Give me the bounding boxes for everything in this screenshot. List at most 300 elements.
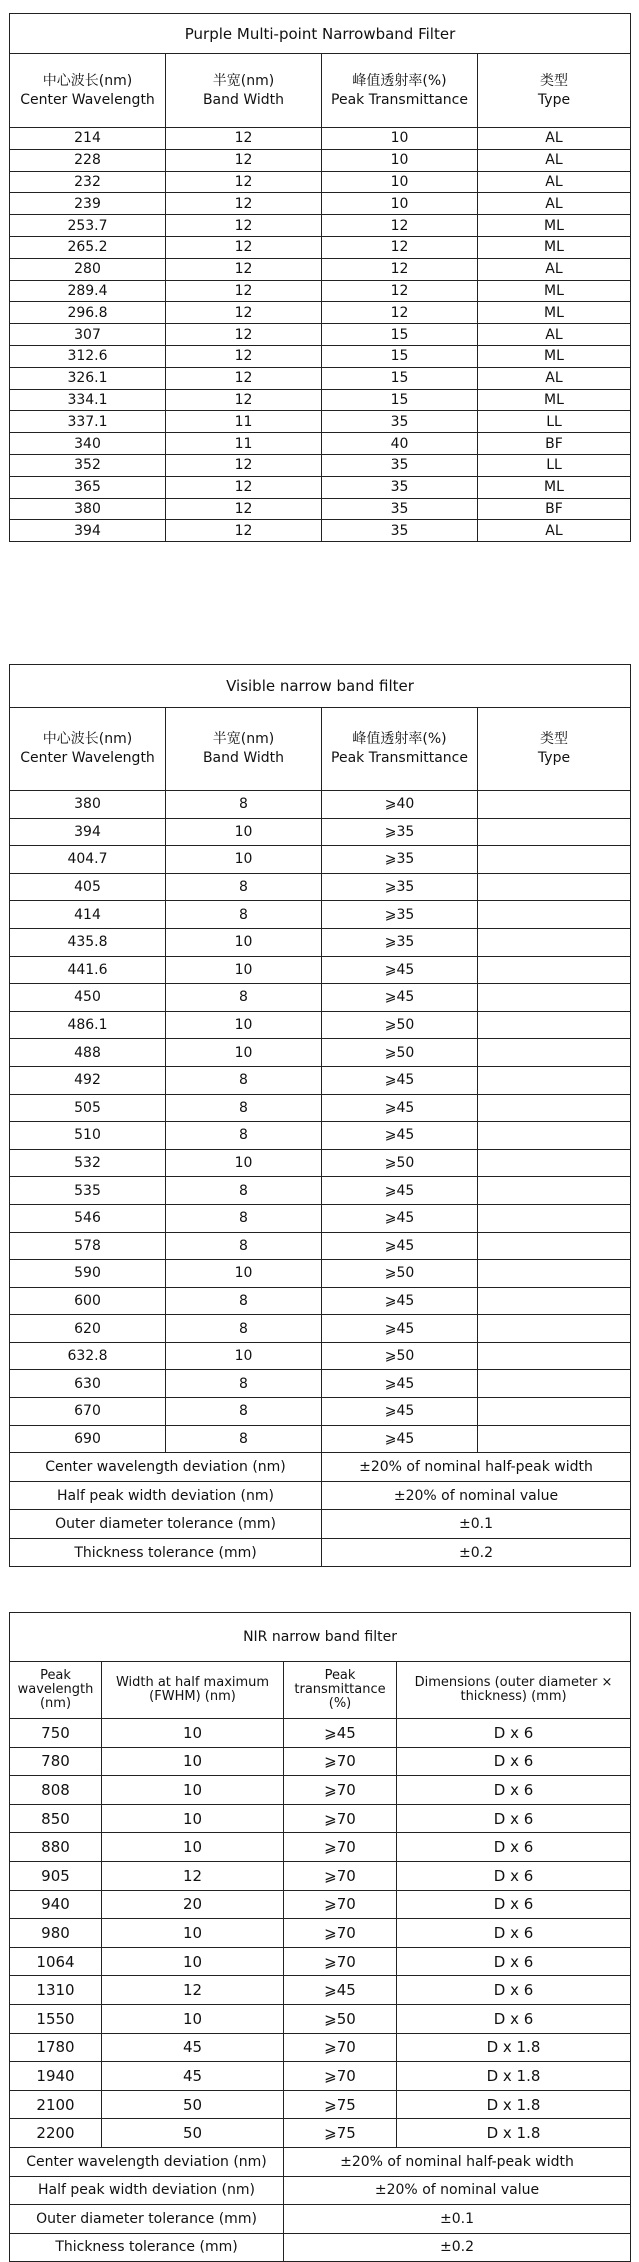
- table-cell: [478, 901, 631, 929]
- table-cell: 12: [322, 280, 478, 302]
- table-cell: 15: [322, 367, 478, 389]
- table-cell: [478, 1149, 631, 1177]
- table-cell: 488: [10, 1039, 166, 1067]
- table-cell: ⩾45: [322, 984, 478, 1012]
- table-cell: ⩾70: [284, 2062, 397, 2091]
- table-cell: AL: [478, 258, 631, 280]
- table-cell: AL: [478, 520, 631, 542]
- table-cell: ⩾70: [284, 1919, 397, 1948]
- table-cell: 296.8: [10, 302, 166, 324]
- tolerance-value: ±20% of nominal half-peak width: [284, 2147, 631, 2176]
- table-cell: [478, 1398, 631, 1426]
- tolerance-value: ±20% of nominal half-peak width: [322, 1453, 631, 1482]
- tolerance-label: Outer diameter tolerance (mm): [10, 1510, 322, 1539]
- tolerance-value: ±0.1: [284, 2205, 631, 2234]
- table-cell: ⩾35: [322, 901, 478, 929]
- table-cell: 1940: [10, 2062, 102, 2091]
- nir-filter-table: [9, 1612, 631, 2262]
- table-cell: ⩾35: [322, 846, 478, 874]
- table-row: [10, 171, 631, 193]
- table-cell: 1780: [10, 2033, 102, 2062]
- table-cell: D x 6: [397, 1719, 631, 1748]
- table-cell: 12: [166, 280, 322, 302]
- table-cell: ⩾75: [284, 2090, 397, 2119]
- table-row: [10, 302, 631, 324]
- table-cell: [478, 791, 631, 819]
- table-cell: AL: [478, 171, 631, 193]
- table-cell: ML: [478, 215, 631, 237]
- table-cell: 8: [166, 1425, 322, 1453]
- table-cell: [478, 1177, 631, 1205]
- table-row: [10, 1315, 631, 1343]
- table-cell: 578: [10, 1232, 166, 1260]
- header-band-width: 半宽(nm) Band Width: [166, 54, 322, 128]
- header-peak-transmittance: 峰值透射率(%) Peak Transmittance: [322, 54, 478, 128]
- table-cell: 8: [166, 1398, 322, 1426]
- table-row: [10, 1747, 631, 1776]
- table-row: [10, 1342, 631, 1370]
- table-cell: 35: [322, 498, 478, 520]
- table-cell: 10: [166, 818, 322, 846]
- table-row: [10, 1719, 631, 1748]
- table-cell: 12: [166, 193, 322, 215]
- table-body: [10, 791, 631, 1567]
- table-cell: ⩾45: [284, 1719, 397, 1748]
- table-cell: D x 1.8: [397, 2033, 631, 2062]
- table-cell: 10: [102, 1776, 284, 1805]
- header-row: [10, 1662, 631, 1719]
- table-cell: 8: [166, 1287, 322, 1315]
- table-cell: 340: [10, 433, 166, 455]
- header-peak-transmittance: Peak transmittance (%): [284, 1662, 397, 1719]
- header-peak-wavelength: Peak wavelength (nm): [10, 1662, 102, 1719]
- table-cell: 1064: [10, 1947, 102, 1976]
- table-cell: ⩾45: [322, 1122, 478, 1150]
- purple-filter-table: [9, 13, 631, 542]
- table-cell: D x 6: [397, 1776, 631, 1805]
- tolerance-value: ±20% of nominal value: [322, 1481, 631, 1510]
- table-cell: 8: [166, 984, 322, 1012]
- table-row: [10, 2062, 631, 2091]
- table-cell: 12: [322, 302, 478, 324]
- table-cell: 337.1: [10, 411, 166, 433]
- table-cell: 10: [102, 1919, 284, 1948]
- table-cell: ⩾45: [322, 1315, 478, 1343]
- table-cell: 352: [10, 454, 166, 476]
- table-cell: ⩾70: [284, 1776, 397, 1805]
- table-cell: 780: [10, 1747, 102, 1776]
- table-cell: D x 6: [397, 1833, 631, 1862]
- table-cell: ⩾35: [322, 928, 478, 956]
- table-cell: 239: [10, 193, 166, 215]
- table-row: [10, 984, 631, 1012]
- table-row: [10, 873, 631, 901]
- table-cell: AL: [478, 324, 631, 346]
- tolerance-label: Center wavelength deviation (nm): [10, 2147, 284, 2176]
- table-row: [10, 1833, 631, 1862]
- table-cell: AL: [478, 128, 631, 150]
- table-cell: 850: [10, 1804, 102, 1833]
- table-cell: 12: [166, 498, 322, 520]
- table-cell: 12: [166, 345, 322, 367]
- table-cell: 632.8: [10, 1342, 166, 1370]
- table-cell: 50: [102, 2090, 284, 2119]
- table-cell: 630: [10, 1370, 166, 1398]
- table-cell: 12: [322, 258, 478, 280]
- table-row: [10, 1260, 631, 1288]
- table-row: [10, 367, 631, 389]
- table-cell: 12: [166, 171, 322, 193]
- table-cell: [478, 1232, 631, 1260]
- table-cell: 12: [166, 367, 322, 389]
- table-cell: D x 6: [397, 1747, 631, 1776]
- table-cell: 880: [10, 1833, 102, 1862]
- table-cell: 228: [10, 149, 166, 171]
- table-row: [10, 1947, 631, 1976]
- table-cell: 940: [10, 1890, 102, 1919]
- table-cell: ⩾45: [322, 1287, 478, 1315]
- table-cell: 10: [166, 1011, 322, 1039]
- table-cell: 20: [102, 1890, 284, 1919]
- table-row: [10, 1804, 631, 1833]
- table-cell: LL: [478, 411, 631, 433]
- table-row: [10, 236, 631, 258]
- table-cell: ⩾40: [322, 791, 478, 819]
- tolerance-value: ±0.2: [284, 2233, 631, 2262]
- table-cell: 405: [10, 873, 166, 901]
- table-cell: BF: [478, 498, 631, 520]
- table-cell: 12: [322, 236, 478, 258]
- table-body: [10, 1719, 631, 2262]
- table-cell: ML: [478, 476, 631, 498]
- table-row: [10, 1425, 631, 1453]
- table-title: Visible narrow band filter: [10, 665, 631, 708]
- table-cell: 8: [166, 1122, 322, 1150]
- table-cell: ⩾75: [284, 2119, 397, 2148]
- table-cell: ⩾70: [284, 1890, 397, 1919]
- table-cell: [478, 873, 631, 901]
- table-cell: [478, 1315, 631, 1343]
- table-row: [10, 1177, 631, 1205]
- table-cell: ML: [478, 302, 631, 324]
- table-cell: D x 6: [397, 1947, 631, 1976]
- table-cell: ⩾70: [284, 1947, 397, 1976]
- table-cell: 670: [10, 1398, 166, 1426]
- table-cell: ML: [478, 345, 631, 367]
- table-cell: 505: [10, 1094, 166, 1122]
- table-cell: 35: [322, 476, 478, 498]
- table-row: [10, 791, 631, 819]
- table-cell: 12: [102, 1861, 284, 1890]
- table-cell: 10: [322, 128, 478, 150]
- table-cell: 414: [10, 901, 166, 929]
- table-title: NIR narrow band filter: [10, 1613, 631, 1662]
- table-cell: 10: [166, 1342, 322, 1370]
- table-cell: 486.1: [10, 1011, 166, 1039]
- table-cell: ⩾50: [322, 1011, 478, 1039]
- table-cell: ⩾45: [322, 1177, 478, 1205]
- table-cell: [478, 1204, 631, 1232]
- table-cell: 35: [322, 411, 478, 433]
- table-row: [10, 1011, 631, 1039]
- table-cell: 8: [166, 1204, 322, 1232]
- table-cell: 10: [166, 1039, 322, 1067]
- table-cell: 12: [166, 520, 322, 542]
- table-cell: 8: [166, 1315, 322, 1343]
- table-cell: 8: [166, 1177, 322, 1205]
- table-cell: AL: [478, 367, 631, 389]
- table-cell: 12: [166, 302, 322, 324]
- table-cell: 690: [10, 1425, 166, 1453]
- table-cell: 600: [10, 1287, 166, 1315]
- header-band-width: 半宽(nm) Band Width: [166, 708, 322, 791]
- table-cell: ⩾45: [322, 1398, 478, 1426]
- table-cell: 8: [166, 1232, 322, 1260]
- visible-filter-table: [9, 664, 631, 1567]
- table-cell: 750: [10, 1719, 102, 1748]
- table-cell: 11: [166, 411, 322, 433]
- table-cell: [478, 1011, 631, 1039]
- table-row: [10, 1204, 631, 1232]
- table-row: [10, 498, 631, 520]
- tolerance-row: [10, 1510, 631, 1539]
- table-cell: ⩾50: [322, 1260, 478, 1288]
- header-center-wavelength: 中心波长(nm) Center Wavelength: [10, 708, 166, 791]
- table-cell: ⩾70: [284, 1804, 397, 1833]
- table-cell: 8: [166, 873, 322, 901]
- tolerance-row: [10, 1538, 631, 1567]
- table-row: [10, 2033, 631, 2062]
- table-cell: [478, 1342, 631, 1370]
- table-cell: 10: [322, 193, 478, 215]
- table-cell: 15: [322, 345, 478, 367]
- table-cell: [478, 984, 631, 1012]
- table-cell: 12: [166, 454, 322, 476]
- tolerance-row: [10, 2205, 631, 2234]
- table-cell: 12: [166, 215, 322, 237]
- table-row: [10, 1919, 631, 1948]
- header-peak-transmittance: 峰值透射率(%) Peak Transmittance: [322, 708, 478, 791]
- table-row: [10, 1039, 631, 1067]
- table-row: [10, 956, 631, 984]
- table-cell: ⩾45: [284, 1976, 397, 2005]
- header-dimensions: Dimensions (outer diameter × thickness) (mm): [397, 1662, 631, 1719]
- table-cell: 12: [166, 258, 322, 280]
- table-row: [10, 818, 631, 846]
- table-row: [10, 454, 631, 476]
- table-cell: 8: [166, 901, 322, 929]
- table-cell: ⩾45: [322, 1066, 478, 1094]
- table-cell: 12: [166, 128, 322, 150]
- table-cell: 10: [166, 928, 322, 956]
- table-cell: [478, 1039, 631, 1067]
- tolerance-row: [10, 2147, 631, 2176]
- table-row: [10, 280, 631, 302]
- table-cell: D x 6: [397, 1976, 631, 2005]
- table-cell: ⩾50: [322, 1342, 478, 1370]
- table-row: [10, 345, 631, 367]
- table-cell: 334.1: [10, 389, 166, 411]
- table-row: [10, 520, 631, 542]
- table-cell: D x 6: [397, 1919, 631, 1948]
- header-type: 类型 Type: [478, 54, 631, 128]
- table-cell: 8: [166, 1370, 322, 1398]
- tolerance-row: [10, 1453, 631, 1482]
- table-cell: [478, 1122, 631, 1150]
- table-cell: ⩾45: [322, 956, 478, 984]
- table-cell: 40: [322, 433, 478, 455]
- table-cell: 546: [10, 1204, 166, 1232]
- table-cell: [478, 818, 631, 846]
- table-cell: 510: [10, 1122, 166, 1150]
- table-row: [10, 1861, 631, 1890]
- table-body: [10, 128, 631, 542]
- table-row: [10, 1232, 631, 1260]
- table-cell: 10: [102, 1804, 284, 1833]
- table-cell: [478, 1287, 631, 1315]
- table-cell: D x 6: [397, 1861, 631, 1890]
- table-cell: 10: [322, 149, 478, 171]
- table-cell: 10: [102, 1947, 284, 1976]
- table-cell: 10: [166, 1149, 322, 1177]
- table-cell: ⩾70: [284, 2033, 397, 2062]
- table-cell: 12: [166, 324, 322, 346]
- table-row: [10, 2119, 631, 2148]
- table-cell: [478, 1094, 631, 1122]
- table-cell: ⩾45: [322, 1425, 478, 1453]
- table-cell: 2200: [10, 2119, 102, 2148]
- table-cell: 441.6: [10, 956, 166, 984]
- table-cell: 8: [166, 791, 322, 819]
- tolerance-label: Half peak width deviation (nm): [10, 1481, 322, 1510]
- table-cell: 214: [10, 128, 166, 150]
- table-cell: 10: [102, 1747, 284, 1776]
- table-cell: 253.7: [10, 215, 166, 237]
- table-cell: ML: [478, 280, 631, 302]
- table-cell: 50: [102, 2119, 284, 2148]
- table-cell: 10: [102, 1719, 284, 1748]
- table-row: [10, 1398, 631, 1426]
- tolerance-value: ±20% of nominal value: [284, 2176, 631, 2205]
- table-cell: 394: [10, 520, 166, 542]
- table-cell: 35: [322, 454, 478, 476]
- table-cell: ⩾35: [322, 873, 478, 901]
- table-row: [10, 389, 631, 411]
- table-row: [10, 1122, 631, 1150]
- table-cell: 12: [166, 236, 322, 258]
- table-cell: D x 1.8: [397, 2119, 631, 2148]
- table-cell: 307: [10, 324, 166, 346]
- table-cell: D x 1.8: [397, 2090, 631, 2119]
- table-row: [10, 1094, 631, 1122]
- tolerance-label: Outer diameter tolerance (mm): [10, 2205, 284, 2234]
- table-cell: [478, 956, 631, 984]
- table-cell: ML: [478, 389, 631, 411]
- table-row: [10, 258, 631, 280]
- table-cell: 905: [10, 1861, 102, 1890]
- table-row: [10, 928, 631, 956]
- table-cell: 265.2: [10, 236, 166, 258]
- tolerance-row: [10, 1481, 631, 1510]
- table-row: [10, 1149, 631, 1177]
- table-cell: [478, 1370, 631, 1398]
- table-cell: [478, 1425, 631, 1453]
- table-cell: 435.8: [10, 928, 166, 956]
- table-cell: 15: [322, 389, 478, 411]
- table-cell: 45: [102, 2062, 284, 2091]
- table-cell: 8: [166, 1094, 322, 1122]
- table-cell: LL: [478, 454, 631, 476]
- table-cell: 12: [166, 476, 322, 498]
- table-cell: 326.1: [10, 367, 166, 389]
- table-cell: 10: [102, 1833, 284, 1862]
- table-cell: AL: [478, 193, 631, 215]
- table-cell: ⩾50: [284, 2004, 397, 2033]
- header-row: [10, 708, 631, 791]
- table-cell: 12: [322, 215, 478, 237]
- table-row: [10, 2090, 631, 2119]
- header-center-wavelength: 中心波长(nm) Center Wavelength: [10, 54, 166, 128]
- table-cell: 808: [10, 1776, 102, 1805]
- table-row: [10, 324, 631, 346]
- table-cell: 232: [10, 171, 166, 193]
- table-cell: ⩾45: [322, 1370, 478, 1398]
- table-cell: 280: [10, 258, 166, 280]
- tolerance-label: Center wavelength deviation (nm): [10, 1453, 322, 1482]
- table-cell: 380: [10, 498, 166, 520]
- table-row: [10, 193, 631, 215]
- table-row: [10, 901, 631, 929]
- table-cell: ⩾50: [322, 1149, 478, 1177]
- table-cell: ML: [478, 236, 631, 258]
- tolerance-value: ±0.2: [322, 1538, 631, 1567]
- table-cell: 404.7: [10, 846, 166, 874]
- table-cell: ⩾45: [322, 1232, 478, 1260]
- table-row: [10, 149, 631, 171]
- table-row: [10, 476, 631, 498]
- table-cell: [478, 928, 631, 956]
- table-cell: ⩾50: [322, 1039, 478, 1067]
- table-cell: 12: [166, 389, 322, 411]
- table-cell: 535: [10, 1177, 166, 1205]
- table-cell: D x 6: [397, 1804, 631, 1833]
- table-cell: ⩾45: [322, 1094, 478, 1122]
- table-cell: 394: [10, 818, 166, 846]
- table-cell: [478, 846, 631, 874]
- table-row: [10, 1890, 631, 1919]
- table-cell: D x 6: [397, 2004, 631, 2033]
- table-row: [10, 1287, 631, 1315]
- table-row: [10, 433, 631, 455]
- table-cell: 11: [166, 433, 322, 455]
- table-cell: 15: [322, 324, 478, 346]
- tolerance-value: ±0.1: [322, 1510, 631, 1539]
- table-cell: 492: [10, 1066, 166, 1094]
- table-cell: 450: [10, 984, 166, 1012]
- table-cell: 10: [166, 956, 322, 984]
- table-cell: 365: [10, 476, 166, 498]
- table-row: [10, 1976, 631, 2005]
- table-row: [10, 128, 631, 150]
- table-row: [10, 846, 631, 874]
- header-fwhm: Width at half maximum (FWHM) (nm): [102, 1662, 284, 1719]
- table-cell: AL: [478, 149, 631, 171]
- table-row: [10, 2004, 631, 2033]
- table-cell: D x 1.8: [397, 2062, 631, 2091]
- table-row: [10, 1066, 631, 1094]
- table-cell: 980: [10, 1919, 102, 1948]
- table-cell: 620: [10, 1315, 166, 1343]
